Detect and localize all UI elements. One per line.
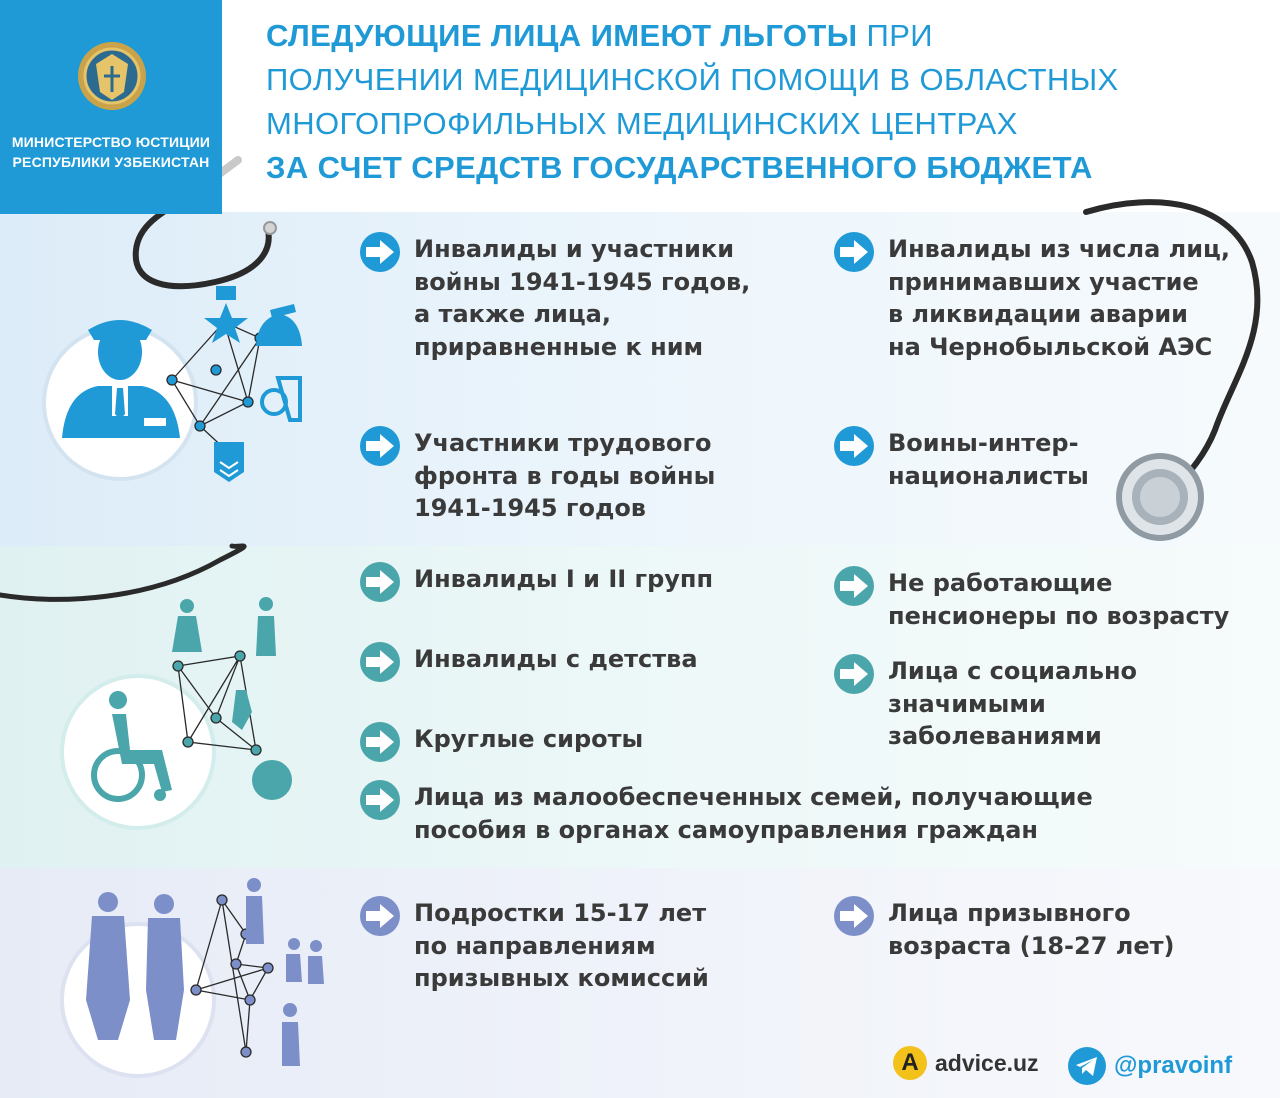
item-text: Инвалиды с детства bbox=[414, 645, 698, 673]
list-item bbox=[360, 562, 713, 602]
advice-logo-icon: A bbox=[893, 1046, 927, 1080]
list-item bbox=[360, 722, 643, 762]
arrow-right-icon bbox=[834, 426, 874, 466]
list-item bbox=[834, 896, 1175, 962]
ministry-emblem-icon bbox=[76, 38, 148, 116]
telegram-channel[interactable] bbox=[1068, 1047, 1232, 1085]
title-line1-bold: СЛЕДУЮЩИЕ ЛИЦА ИМЕЮТ ЛЬГОТЫ bbox=[266, 18, 858, 53]
arrow-right-icon bbox=[360, 426, 400, 466]
item-text: Участники трудового фронта в годы войны 1941-1945 годов bbox=[414, 429, 716, 522]
item-text: Не работающие пенсионеры по возрасту bbox=[888, 569, 1230, 630]
item-text: Инвалиды из числа лиц, принимавших участие в ликвидации аварии на Чернобыльской АЭС bbox=[888, 235, 1230, 361]
item-text: Воины-интер- националисты bbox=[888, 429, 1089, 490]
item-text: Лица с социально значимыми заболеваниями bbox=[888, 657, 1138, 750]
item-text: Инвалиды и участники войны 1941-1945 годов, а также лица, приравненные к ним bbox=[414, 235, 751, 361]
arrow-right-icon bbox=[360, 232, 400, 272]
title-line2: ПОЛУЧЕНИИ МЕДИЦИНСКОЙ ПОМОЩИ В ОБЛАСТНЫХ bbox=[266, 62, 1119, 97]
arrow-right-icon bbox=[360, 562, 400, 602]
list-item bbox=[834, 232, 1230, 363]
ministry-badge bbox=[0, 0, 222, 214]
arrow-right-icon bbox=[360, 780, 400, 820]
arrow-right-icon bbox=[360, 642, 400, 682]
ministry-name: МИНИСТЕРСТВО ЮСТИЦИИ РЕСПУБЛИКИ УЗБЕКИСТАН bbox=[11, 134, 211, 170]
item-text: Круглые сироты bbox=[414, 725, 644, 753]
arrow-right-icon bbox=[834, 654, 874, 694]
list-item bbox=[360, 426, 715, 525]
telegram-icon bbox=[1068, 1047, 1106, 1085]
list-item bbox=[834, 654, 1137, 753]
list-item bbox=[360, 642, 698, 682]
telegram-handle: @pravoinf bbox=[1114, 1052, 1233, 1079]
advice-brand[interactable] bbox=[893, 1046, 1039, 1080]
title-line3: МНОГОПРОФИЛЬНЫХ МЕДИЦИНСКИХ ЦЕНТРАХ bbox=[266, 106, 1018, 141]
title-line4-bold: ЗА СЧЕТ СРЕДСТВ ГОСУДАРСТВЕННОГО БЮДЖЕТА bbox=[266, 150, 1093, 185]
item-text: Лица призывного возраста (18-27 лет) bbox=[888, 899, 1175, 960]
list-item bbox=[360, 232, 750, 363]
item-text: Инвалиды I и II групп bbox=[414, 565, 714, 593]
arrow-right-icon bbox=[360, 896, 400, 936]
advice-name: advice.uz bbox=[935, 1049, 1039, 1076]
list-item bbox=[834, 426, 1089, 492]
arrow-right-icon bbox=[834, 232, 874, 272]
arrow-right-icon bbox=[360, 722, 400, 762]
list-item bbox=[834, 566, 1229, 632]
list-item bbox=[360, 896, 709, 995]
item-text: Лица из малообеспеченных семей, получающие пособия в органах самоуправления граждан bbox=[414, 783, 1093, 844]
arrow-right-icon bbox=[834, 566, 874, 606]
list-item bbox=[360, 780, 1093, 846]
arrow-right-icon bbox=[834, 896, 874, 936]
title-line1-rest: ПРИ bbox=[857, 18, 933, 53]
page-title bbox=[266, 14, 1256, 190]
item-text: Подростки 15-17 лет по направлениям призывных комиссий bbox=[414, 899, 709, 992]
